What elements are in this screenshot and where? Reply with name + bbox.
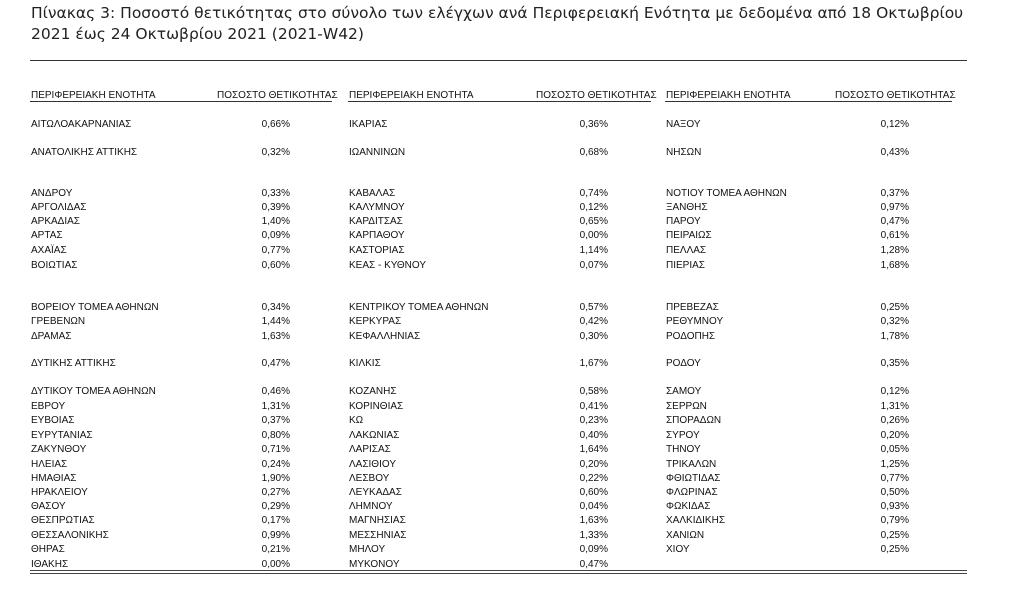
positivity-rate: 0,27%: [261, 487, 290, 498]
header-underline: [348, 101, 651, 102]
region-name: ΗΜΑΘΙΑΣ: [31, 473, 77, 484]
region-name: ΦΘΙΩΤΙΔΑΣ: [666, 473, 721, 484]
region-name: ΑΡΚΑΔΙΑΣ: [31, 216, 80, 227]
region-name: ΠΕΙΡΑΙΩΣ: [666, 230, 712, 241]
region-name: ΖΑΚΥΝΘΟΥ: [31, 444, 87, 455]
positivity-rate: 0,36%: [579, 119, 608, 130]
region-name: ΚΩ: [349, 415, 364, 426]
positivity-rate: 0,09%: [261, 230, 290, 241]
region-name: ΡΕΘΥΜΝΟΥ: [666, 316, 724, 327]
region-name: ΜΕΣΣΗΝΙΑΣ: [349, 530, 407, 541]
positivity-rate: 1,44%: [261, 316, 290, 327]
positivity-rate: 0,12%: [880, 119, 909, 130]
positivity-rate: 1,31%: [261, 401, 290, 412]
positivity-rate: 1,40%: [261, 216, 290, 227]
region-name: ΡΟΔΟΠΗΣ: [666, 331, 716, 342]
positivity-rate: 1,64%: [579, 444, 608, 455]
bottom-rule-double: [30, 573, 967, 574]
column-header-region: ΠΕΡΙΦΕΡΕΙΑΚΗ ΕΝΟΤΗΤΑ: [666, 90, 791, 101]
region-name: ΛΗΜΝΟΥ: [349, 501, 393, 512]
region-name: ΗΡΑΚΛΕΙΟΥ: [31, 487, 88, 498]
region-name: ΛΕΣΒΟΥ: [349, 473, 390, 484]
positivity-rate: 1,14%: [579, 245, 608, 256]
bottom-rule: [30, 570, 967, 571]
positivity-rate: 0,12%: [579, 202, 608, 213]
positivity-rate: 0,22%: [579, 473, 608, 484]
region-name: ΑΝΑΤΟΛΙΚΗΣ ΑΤΤΙΚΗΣ: [31, 147, 138, 158]
region-name: ΚΕΡΚΥΡΑΣ: [349, 316, 402, 327]
region-name: ΑΙΤΩΛΟΑΚΑΡΝΑΝΙΑΣ: [31, 119, 132, 130]
positivity-rate: 0,93%: [880, 501, 909, 512]
region-name: ΑΡΤΑΣ: [31, 230, 63, 241]
region-name: ΙΘΑΚΗΣ: [31, 559, 69, 570]
region-name: ΚΙΛΚΙΣ: [349, 358, 381, 369]
positivity-rate: 0,07%: [579, 260, 608, 271]
region-name: ΣΕΡΡΩΝ: [666, 401, 707, 412]
region-name: ΜΑΓΝΗΣΙΑΣ: [349, 515, 406, 526]
positivity-rate: 0,21%: [261, 544, 290, 555]
top-rule: [30, 60, 967, 61]
region-name: ΦΩΚΙΔΑΣ: [666, 501, 711, 512]
positivity-rate: 0,60%: [261, 260, 290, 271]
header-underline: [665, 101, 952, 102]
positivity-rate: 0,58%: [579, 386, 608, 397]
positivity-rate: 0,61%: [880, 230, 909, 241]
region-name: ΝΑΞΟΥ: [666, 119, 701, 130]
region-name: ΑΝΔΡΟΥ: [31, 188, 73, 199]
positivity-rate: 0,30%: [579, 331, 608, 342]
positivity-rate: 0,71%: [261, 444, 290, 455]
region-name: ΙΚΑΡΙΑΣ: [349, 119, 388, 130]
positivity-rate: 0,25%: [880, 530, 909, 541]
region-name: ΜΗΛΟΥ: [349, 544, 386, 555]
positivity-rate: 0,66%: [261, 119, 290, 130]
positivity-rate: 0,65%: [579, 216, 608, 227]
region-name: ΦΛΩΡΙΝΑΣ: [666, 487, 718, 498]
region-name: ΚΑΣΤΟΡΙΑΣ: [349, 245, 405, 256]
region-name: ΕΥΡΥΤΑΝΙΑΣ: [31, 430, 93, 441]
region-name: ΞΑΝΘΗΣ: [666, 202, 708, 213]
table-title: Πίνακας 3: Ποσοστό θετικότητας στο σύνολο των ελέγχων ανά Περιφερειακή Ενότητα με δεδομένα από 18 Οκτωβρίου 2021 έως 24 Οκτωβρίου 2021 (2021-W42): [31, 4, 964, 43]
positivity-rate: 0,23%: [579, 415, 608, 426]
region-name: ΗΛΕΙΑΣ: [31, 459, 68, 470]
region-name: ΙΩΑΝΝΙΝΩΝ: [349, 147, 406, 158]
positivity-rate: 1,25%: [880, 459, 909, 470]
region-name: ΣΥΡΟΥ: [666, 430, 700, 441]
positivity-rate: 0,79%: [880, 515, 909, 526]
region-name: ΠΑΡΟΥ: [666, 216, 701, 227]
positivity-rate: 0,50%: [880, 487, 909, 498]
region-name: ΝΗΣΩΝ: [666, 147, 702, 158]
positivity-rate: 0,00%: [579, 230, 608, 241]
region-name: ΣΑΜΟΥ: [666, 386, 702, 397]
positivity-rate: 1,33%: [579, 530, 608, 541]
region-name: ΓΡΕΒΕΝΩΝ: [31, 316, 86, 327]
region-name: ΛΑΡΙΣΑΣ: [349, 444, 391, 455]
column-header-rate: ΠΟΣΟΣΤΟ ΘΕΤΙΚΟΤΗΤΑΣ: [217, 90, 338, 101]
region-name: ΘΕΣΣΑΛΟΝΙΚΗΣ: [31, 530, 109, 541]
column-header-rate: ΠΟΣΟΣΤΟ ΘΕΤΙΚΟΤΗΤΑΣ: [835, 90, 956, 101]
region-name: ΠΡΕΒΕΖΑΣ: [666, 302, 719, 313]
column-header-region: ΠΕΡΙΦΕΡΕΙΑΚΗ ΕΝΟΤΗΤΑ: [31, 90, 156, 101]
region-name: ΤΗΝΟΥ: [666, 444, 701, 455]
positivity-rate: 0,37%: [880, 188, 909, 199]
region-name: ΔΥΤΙΚΟΥ ΤΟΜΕΑ ΑΘΗΝΩΝ: [31, 386, 156, 397]
region-name: ΚΕΝΤΡΙΚΟΥ ΤΟΜΕΑ ΑΘΗΝΩΝ: [349, 302, 489, 313]
positivity-rate: 0,35%: [880, 358, 909, 369]
positivity-rate: 0,32%: [261, 147, 290, 158]
region-name: ΘΕΣΠΡΩΤΙΑΣ: [31, 515, 95, 526]
positivity-rate: 0,57%: [579, 302, 608, 313]
positivity-rate: 0,09%: [579, 544, 608, 555]
region-name: ΔΥΤΙΚΗΣ ΑΤΤΙΚΗΣ: [31, 358, 116, 369]
region-name: ΚΟΡΙΝΘΙΑΣ: [349, 401, 404, 412]
column-header-rate: ΠΟΣΟΣΤΟ ΘΕΤΙΚΟΤΗΤΑΣ: [536, 90, 657, 101]
region-name: ΧΙΟΥ: [666, 544, 690, 555]
positivity-rate: 0,99%: [261, 530, 290, 541]
region-name: ΠΕΛΛΑΣ: [666, 245, 707, 256]
positivity-rate: 0,20%: [579, 459, 608, 470]
positivity-rate: 0,05%: [880, 444, 909, 455]
positivity-rate: 0,00%: [261, 559, 290, 570]
positivity-rate: 0,04%: [579, 501, 608, 512]
region-name: ΕΥΒΟΙΑΣ: [31, 415, 75, 426]
positivity-rate: 0,80%: [261, 430, 290, 441]
positivity-rate: 0,29%: [261, 501, 290, 512]
positivity-rate: 0,24%: [261, 459, 290, 470]
positivity-rate: 0,25%: [880, 544, 909, 555]
positivity-rate: 0,12%: [880, 386, 909, 397]
region-name: ΣΠΟΡΑΔΩΝ: [666, 415, 722, 426]
region-name: ΚΟΖΑΝΗΣ: [349, 386, 397, 397]
positivity-rate: 0,60%: [579, 487, 608, 498]
positivity-rate: 0,39%: [261, 202, 290, 213]
region-name: ΘΑΣΟΥ: [31, 501, 66, 512]
header-underline: [30, 101, 332, 102]
region-name: ΛΑΣΙΘΙΟΥ: [349, 459, 396, 470]
positivity-rate: 0,37%: [261, 415, 290, 426]
region-name: ΚΑΡΔΙΤΣΑΣ: [349, 216, 403, 227]
positivity-rate: 1,31%: [880, 401, 909, 412]
positivity-rate: 0,47%: [261, 358, 290, 369]
positivity-rate: 0,77%: [880, 473, 909, 484]
region-name: ΑΡΓΟΛΙΔΑΣ: [31, 202, 87, 213]
positivity-rate: 0,97%: [880, 202, 909, 213]
positivity-rate: 0,47%: [579, 559, 608, 570]
positivity-rate: 0,42%: [579, 316, 608, 327]
positivity-rate: 0,34%: [261, 302, 290, 313]
region-name: ΝΟΤΙΟΥ ΤΟΜΕΑ ΑΘΗΝΩΝ: [666, 188, 787, 199]
region-name: ΚΑΡΠΑΘΟΥ: [349, 230, 405, 241]
positivity-rate: 0,40%: [579, 430, 608, 441]
region-name: ΚΕΦΑΛΛΗΝΙΑΣ: [349, 331, 421, 342]
region-name: ΧΑΝΙΩΝ: [666, 530, 705, 541]
region-name: ΚΑΒΑΛΑΣ: [349, 188, 396, 199]
positivity-rate: 0,17%: [261, 515, 290, 526]
positivity-rate: 0,46%: [261, 386, 290, 397]
positivity-rate: 1,68%: [880, 260, 909, 271]
positivity-rate: 1,63%: [579, 515, 608, 526]
positivity-rate: 0,74%: [579, 188, 608, 199]
positivity-rate: 1,78%: [880, 331, 909, 342]
positivity-rate: 1,63%: [261, 331, 290, 342]
region-name: ΑΧΑΪΑΣ: [31, 245, 67, 256]
positivity-rate: 0,41%: [579, 401, 608, 412]
region-name: ΚΕΑΣ - ΚΥΘΝΟΥ: [349, 260, 426, 271]
positivity-rate: 0,68%: [579, 147, 608, 158]
region-name: ΛΑΚΩΝΙΑΣ: [349, 430, 400, 441]
region-name: ΒΟΙΩΤΙΑΣ: [31, 260, 78, 271]
region-name: ΚΑΛΥΜΝΟΥ: [349, 202, 405, 213]
region-name: ΘΗΡΑΣ: [31, 544, 65, 555]
region-name: ΤΡΙΚΑΛΩΝ: [666, 459, 717, 470]
positivity-rate: 1,28%: [880, 245, 909, 256]
region-name: ΔΡΑΜΑΣ: [31, 331, 72, 342]
region-name: ΠΙΕΡΙΑΣ: [666, 260, 705, 271]
column-header-region: ΠΕΡΙΦΕΡΕΙΑΚΗ ΕΝΟΤΗΤΑ: [349, 90, 474, 101]
region-name: ΡΟΔΟΥ: [666, 358, 701, 369]
region-name: ΒΟΡΕΙΟΥ ΤΟΜΕΑ ΑΘΗΝΩΝ: [31, 302, 159, 313]
positivity-rate: 1,67%: [579, 358, 608, 369]
positivity-rate: 0,43%: [880, 147, 909, 158]
region-name: ΜΥΚΟΝΟΥ: [349, 559, 400, 570]
positivity-rate: 0,26%: [880, 415, 909, 426]
positivity-rate: 1,90%: [261, 473, 290, 484]
positivity-rate: 0,25%: [880, 302, 909, 313]
region-name: ΧΑΛΚΙΔΙΚΗΣ: [666, 515, 725, 526]
positivity-rate: 0,20%: [880, 430, 909, 441]
positivity-rate: 0,47%: [880, 216, 909, 227]
positivity-rate: 0,33%: [261, 188, 290, 199]
region-name: ΕΒΡΟΥ: [31, 401, 66, 412]
positivity-rate: 0,77%: [261, 245, 290, 256]
region-name: ΛΕΥΚΑΔΑΣ: [349, 487, 402, 498]
positivity-rate: 0,32%: [880, 316, 909, 327]
